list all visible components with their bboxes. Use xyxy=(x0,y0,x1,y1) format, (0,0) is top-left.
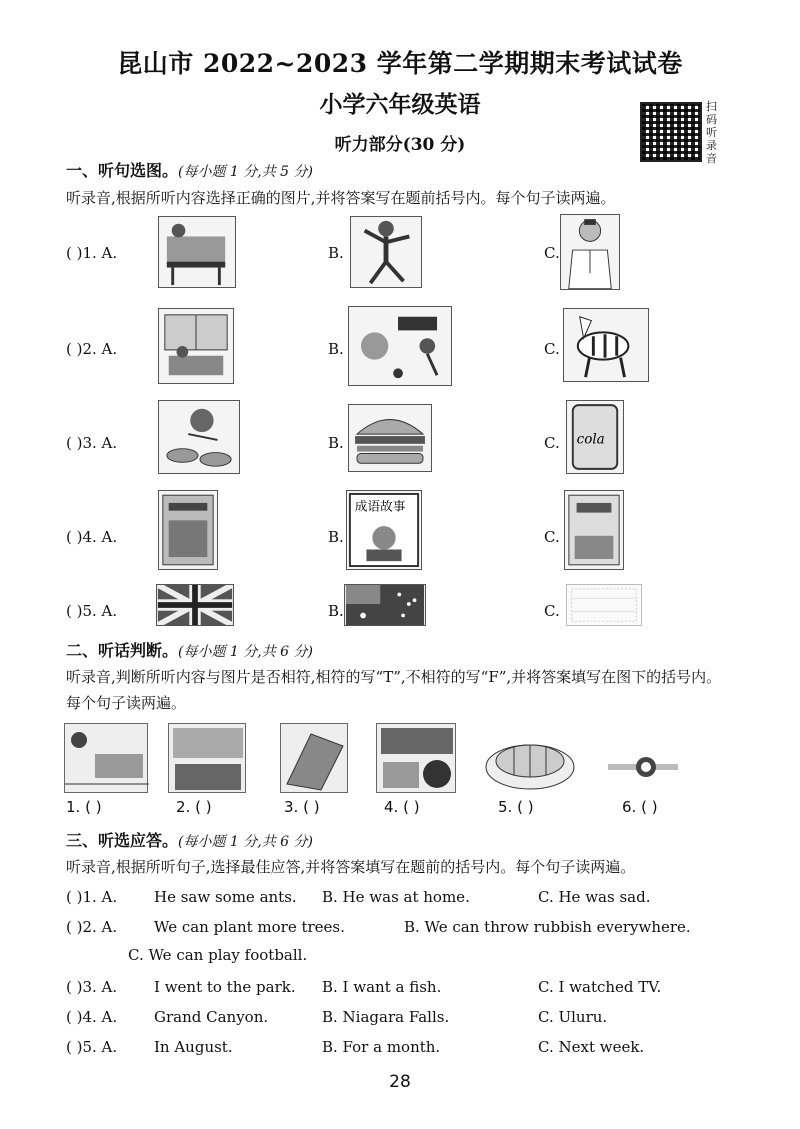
storybook-c-picture xyxy=(564,490,624,570)
section2-instruction: 听录音,判断所听内容与图片是否相符,相符的写“T”,不相符的写“F”,并将答案填写在图下的括号内。每个句子读两遍。 xyxy=(66,668,722,712)
s1-q3-b: B. xyxy=(328,434,344,452)
zebra-picture xyxy=(563,308,649,382)
s1-q3-number: ( )3. A. xyxy=(66,434,118,452)
idiom-storybook-picture xyxy=(346,490,422,570)
judge-label-3: 3. ( ) xyxy=(284,798,320,816)
exam-subtitle: 小学六年级英语 xyxy=(319,91,481,118)
judge-label-6: 6. ( ) xyxy=(622,798,658,816)
s1-q3-c: C. xyxy=(544,434,560,452)
s1-q1-number: ( )1. A. xyxy=(66,244,118,262)
judge-picture-2 xyxy=(168,723,246,793)
judge-label-1: 1. ( ) xyxy=(66,798,102,816)
exam-page: 昆山市 2022~2023 学年第二学期期末考试试卷 小学六年级英语 扫码听录音 听力部分(30 分) 一、听句选图。(每小题 1 分,共 5 分) 听录音,根据所听内容选择正确的图片,并将答案写在题前括号内。每个句子读两遍。 ( )1. A. B. C. ( )2. A. B. C. ( )3. A. B. C. cola ( )4. A. B. C. 成语故事 ( )5. A. B. C. 二、听话判断。(每小题 1 分,共 6 分) 听录音,判断所听内容与图片是否相符,相符的写“T”,不相符的写“F”,并将答案填写在图下的括号内。每个句子读两遍。 1. ( ) 2. ( ) 3. ( ) 4. ( ) 5. ( ) 6. ( ) 三、听选应答。(每小题 1 分,共 6 分) 听录音,根据所听句子,选择最佳应答,并将答案填写在题前的括号内。每个句子读两遍。 ( )1. A. He saw some ants. B. He was at home. C. He was sad. ( )2. A. We can plant more trees. B. We can throw rubbish everywhere. C. We can play football. ( )3. A. I went to the park. B. I want a fish. C. I watched TV. ( )4. A. Grand Canyon. B. Niagara Falls. C. Uluru. ( )5. A. In August. B. For a month. C. Next week. 28 xyxy=(0,0,800,1129)
judge-label-2: 2. ( ) xyxy=(176,798,212,816)
section3-instruction: 听录音,根据所听句子,选择最佳应答,并将答案填写在题前的括号内。每个句子读两遍。 xyxy=(66,858,636,876)
storybook-a-picture xyxy=(158,490,218,570)
s1-q1-b: B. xyxy=(328,244,344,262)
page-number: 28 xyxy=(389,1072,411,1092)
judge-label-4: 4. ( ) xyxy=(384,798,420,816)
book-title-label: 成语故事 xyxy=(354,498,406,514)
section1-heading: 一、听句选图。(每小题 1 分,共 5 分) xyxy=(66,161,314,180)
faded-flag-picture xyxy=(566,584,642,626)
s1-q5-b: B. xyxy=(328,602,344,620)
part-heading: 听力部分(30 分) xyxy=(334,135,466,155)
eating-noodles-picture xyxy=(158,400,240,474)
s1-q1-c: C. xyxy=(544,244,560,262)
cola-label: cola xyxy=(576,431,605,448)
s1-q4-b: B. xyxy=(328,528,344,546)
qr-label: 扫码听录音 xyxy=(706,100,717,165)
cola-can-picture xyxy=(566,400,624,474)
judge-picture-3 xyxy=(280,723,348,793)
exam-title: 昆山市 2022~2023 学年第二学期期末考试试卷 xyxy=(117,49,683,78)
section1-instruction: 听录音,根据所听内容选择正确的图片,并将答案写在题前括号内。每个句子读两遍。 xyxy=(66,189,616,207)
judge-picture-4 xyxy=(376,723,456,793)
judge-picture-1 xyxy=(64,723,148,793)
playing-football-picture xyxy=(348,306,452,386)
insect-picture xyxy=(602,723,684,793)
s1-q2-b: B. xyxy=(328,340,344,358)
dancing-boy-picture xyxy=(350,216,422,288)
s1-q2-c: C. xyxy=(544,340,560,358)
bread-picture xyxy=(484,723,576,793)
hamburger-picture xyxy=(348,404,432,472)
section2-heading: 二、听话判断。(每小题 1 分,共 6 分) xyxy=(66,641,314,660)
judge-label-5: 5. ( ) xyxy=(498,798,534,816)
doctor-picture xyxy=(560,214,620,290)
s1-q5-c: C. xyxy=(544,602,560,620)
s1-q2-number: ( )2. A. xyxy=(66,340,118,358)
s1-q5-number: ( )5. A. xyxy=(66,602,118,620)
s1-q4-c: C. xyxy=(544,528,560,546)
australia-flag-picture xyxy=(344,584,426,626)
s1-q4-number: ( )4. A. xyxy=(66,528,118,546)
section3-heading: 三、听选应答。(每小题 1 分,共 6 分) xyxy=(66,831,314,850)
uk-flag-picture xyxy=(156,584,234,626)
classroom-picture xyxy=(158,308,234,384)
piano-picture xyxy=(158,216,236,288)
